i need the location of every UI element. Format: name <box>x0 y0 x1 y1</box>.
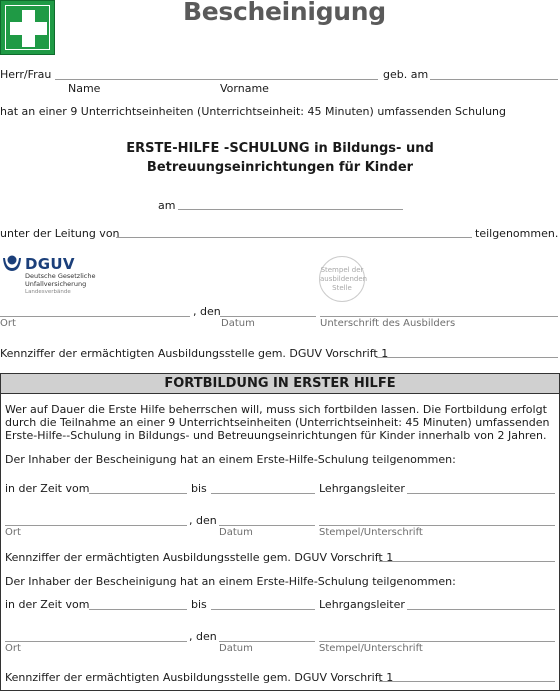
page-title: Bescheinigung <box>183 0 386 26</box>
place-caption: Ort <box>0 318 16 329</box>
entry2-registration-label: Kennziffer der ermächtigten Ausbildungsstelle gem. DGUV Vorschrift 1 <box>5 671 394 684</box>
registration-field[interactable] <box>376 357 558 358</box>
course-title-line1: ERSTE-HILFE -SCHULUNG in Bildungs- und <box>126 141 434 156</box>
dguv-subtitle-3: Landesverbände <box>25 289 71 295</box>
entry2-registration-field[interactable] <box>379 681 555 682</box>
salutation-label: Herr/Frau <box>0 68 52 81</box>
leader-label: unter der Leitung von <box>0 227 120 240</box>
entry2-instructor-label: Lehrgangsleiter <box>319 598 405 611</box>
entry1-until-field[interactable] <box>211 493 315 494</box>
dguv-subtitle-2: Unfallversicherung <box>25 280 87 288</box>
entry1-instructor-label: Lehrgangsleiter <box>319 482 405 495</box>
entry2-date-field[interactable] <box>219 641 315 642</box>
entry1-date-field[interactable] <box>219 525 315 526</box>
registration-label: Kennziffer der ermächtigten Ausbildungsstelle gem. DGUV Vorschrift 1 <box>0 347 389 360</box>
entry1-until-label: bis <box>191 482 207 495</box>
stamp-text-3: Stelle <box>332 284 352 292</box>
signature-field[interactable] <box>320 316 558 317</box>
name-caption: Name <box>68 82 101 95</box>
first-aid-cross-icon <box>0 0 55 55</box>
course-date-label: am <box>158 199 176 212</box>
entry1-place-caption: Ort <box>5 527 21 538</box>
dguv-logo-text: DGUV <box>25 255 75 273</box>
entry2-place-field[interactable] <box>5 641 187 642</box>
stamp-placeholder <box>319 256 368 302</box>
dguv-logo-icon <box>2 254 22 272</box>
entry1-instructor-field[interactable] <box>407 493 555 494</box>
course-date-field[interactable] <box>178 209 403 210</box>
participation-statement: hat an einer 9 Unterrichtseinheiten (Unterrichtseinheit: 45 Minuten) umfassenden Schulung <box>0 105 506 118</box>
training-intro: Wer auf Dauer die Erste Hilfe beherrschen will, muss sich fortbilden lassen. Die Fortbildung erfolgt durch die Teilnahme an einer 9 Unterrichtseinheiten (Unterrichtseinheit: 45 Minuten) umfassenden Erste-Hilfe--Schulung in Bildungs- und Betreuungseinrichtungen für Kinder innerhalb von 2 Jahren. <box>5 403 550 442</box>
entry2-period-label: in der Zeit vom <box>5 598 90 611</box>
entry2-comma-den: , den <box>189 630 217 643</box>
entry1-period-label: in der Zeit vom <box>5 482 90 495</box>
date-caption: Datum <box>221 318 255 329</box>
participated-label: teilgenommen. <box>475 227 559 240</box>
name-field[interactable] <box>55 79 378 80</box>
entry1-stamp-field[interactable] <box>319 525 555 526</box>
entry1-date-caption: Datum <box>219 527 253 538</box>
entry1-registration-label: Kennziffer der ermächtigten Ausbildungsstelle gem. DGUV Vorschrift 1 <box>5 551 394 564</box>
entry2-statement: Der Inhaber der Bescheinigung hat an einem Erste-Hilfe-Schulung teilgenommen: <box>5 575 456 588</box>
entry2-place-caption: Ort <box>5 643 21 654</box>
entry1-from-field[interactable] <box>89 493 187 494</box>
entry2-until-label: bis <box>191 598 207 611</box>
comma-den-label: , den <box>193 305 221 318</box>
entry2-stamp-field[interactable] <box>319 641 555 642</box>
entry1-place-field[interactable] <box>5 525 187 526</box>
entry1-statement: Der Inhaber der Bescheinigung hat an einem Erste-Hilfe-Schulung teilgenommen: <box>5 453 456 466</box>
birth-label: geb. am <box>383 68 429 81</box>
entry2-stamp-caption: Stempel/Unterschrift <box>319 643 423 654</box>
training-box-title: FORTBILDUNG IN ERSTER HILFE <box>1 374 559 394</box>
training-box <box>0 373 560 691</box>
stamp-text-2: ausbildenden <box>320 275 368 283</box>
date-field[interactable] <box>220 316 316 317</box>
entry2-from-field[interactable] <box>89 609 187 610</box>
entry1-stamp-caption: Stempel/Unterschrift <box>319 527 423 538</box>
stamp-text-1: Stempel der <box>320 266 364 274</box>
entry1-registration-field[interactable] <box>379 561 555 562</box>
signature-caption: Unterschrift des Ausbilders <box>320 318 456 329</box>
leader-field[interactable] <box>116 237 472 238</box>
entry2-instructor-field[interactable] <box>407 609 555 610</box>
dguv-subtitle-1: Deutsche Gesetzliche <box>25 272 96 280</box>
place-field[interactable] <box>0 316 190 317</box>
entry2-date-caption: Datum <box>219 643 253 654</box>
firstname-caption: Vorname <box>220 82 269 95</box>
birthdate-field[interactable] <box>430 79 558 80</box>
entry2-until-field[interactable] <box>211 609 315 610</box>
entry1-comma-den: , den <box>189 514 217 527</box>
course-title-line2: Betreuungseinrichtungen für Kinder <box>146 160 414 175</box>
